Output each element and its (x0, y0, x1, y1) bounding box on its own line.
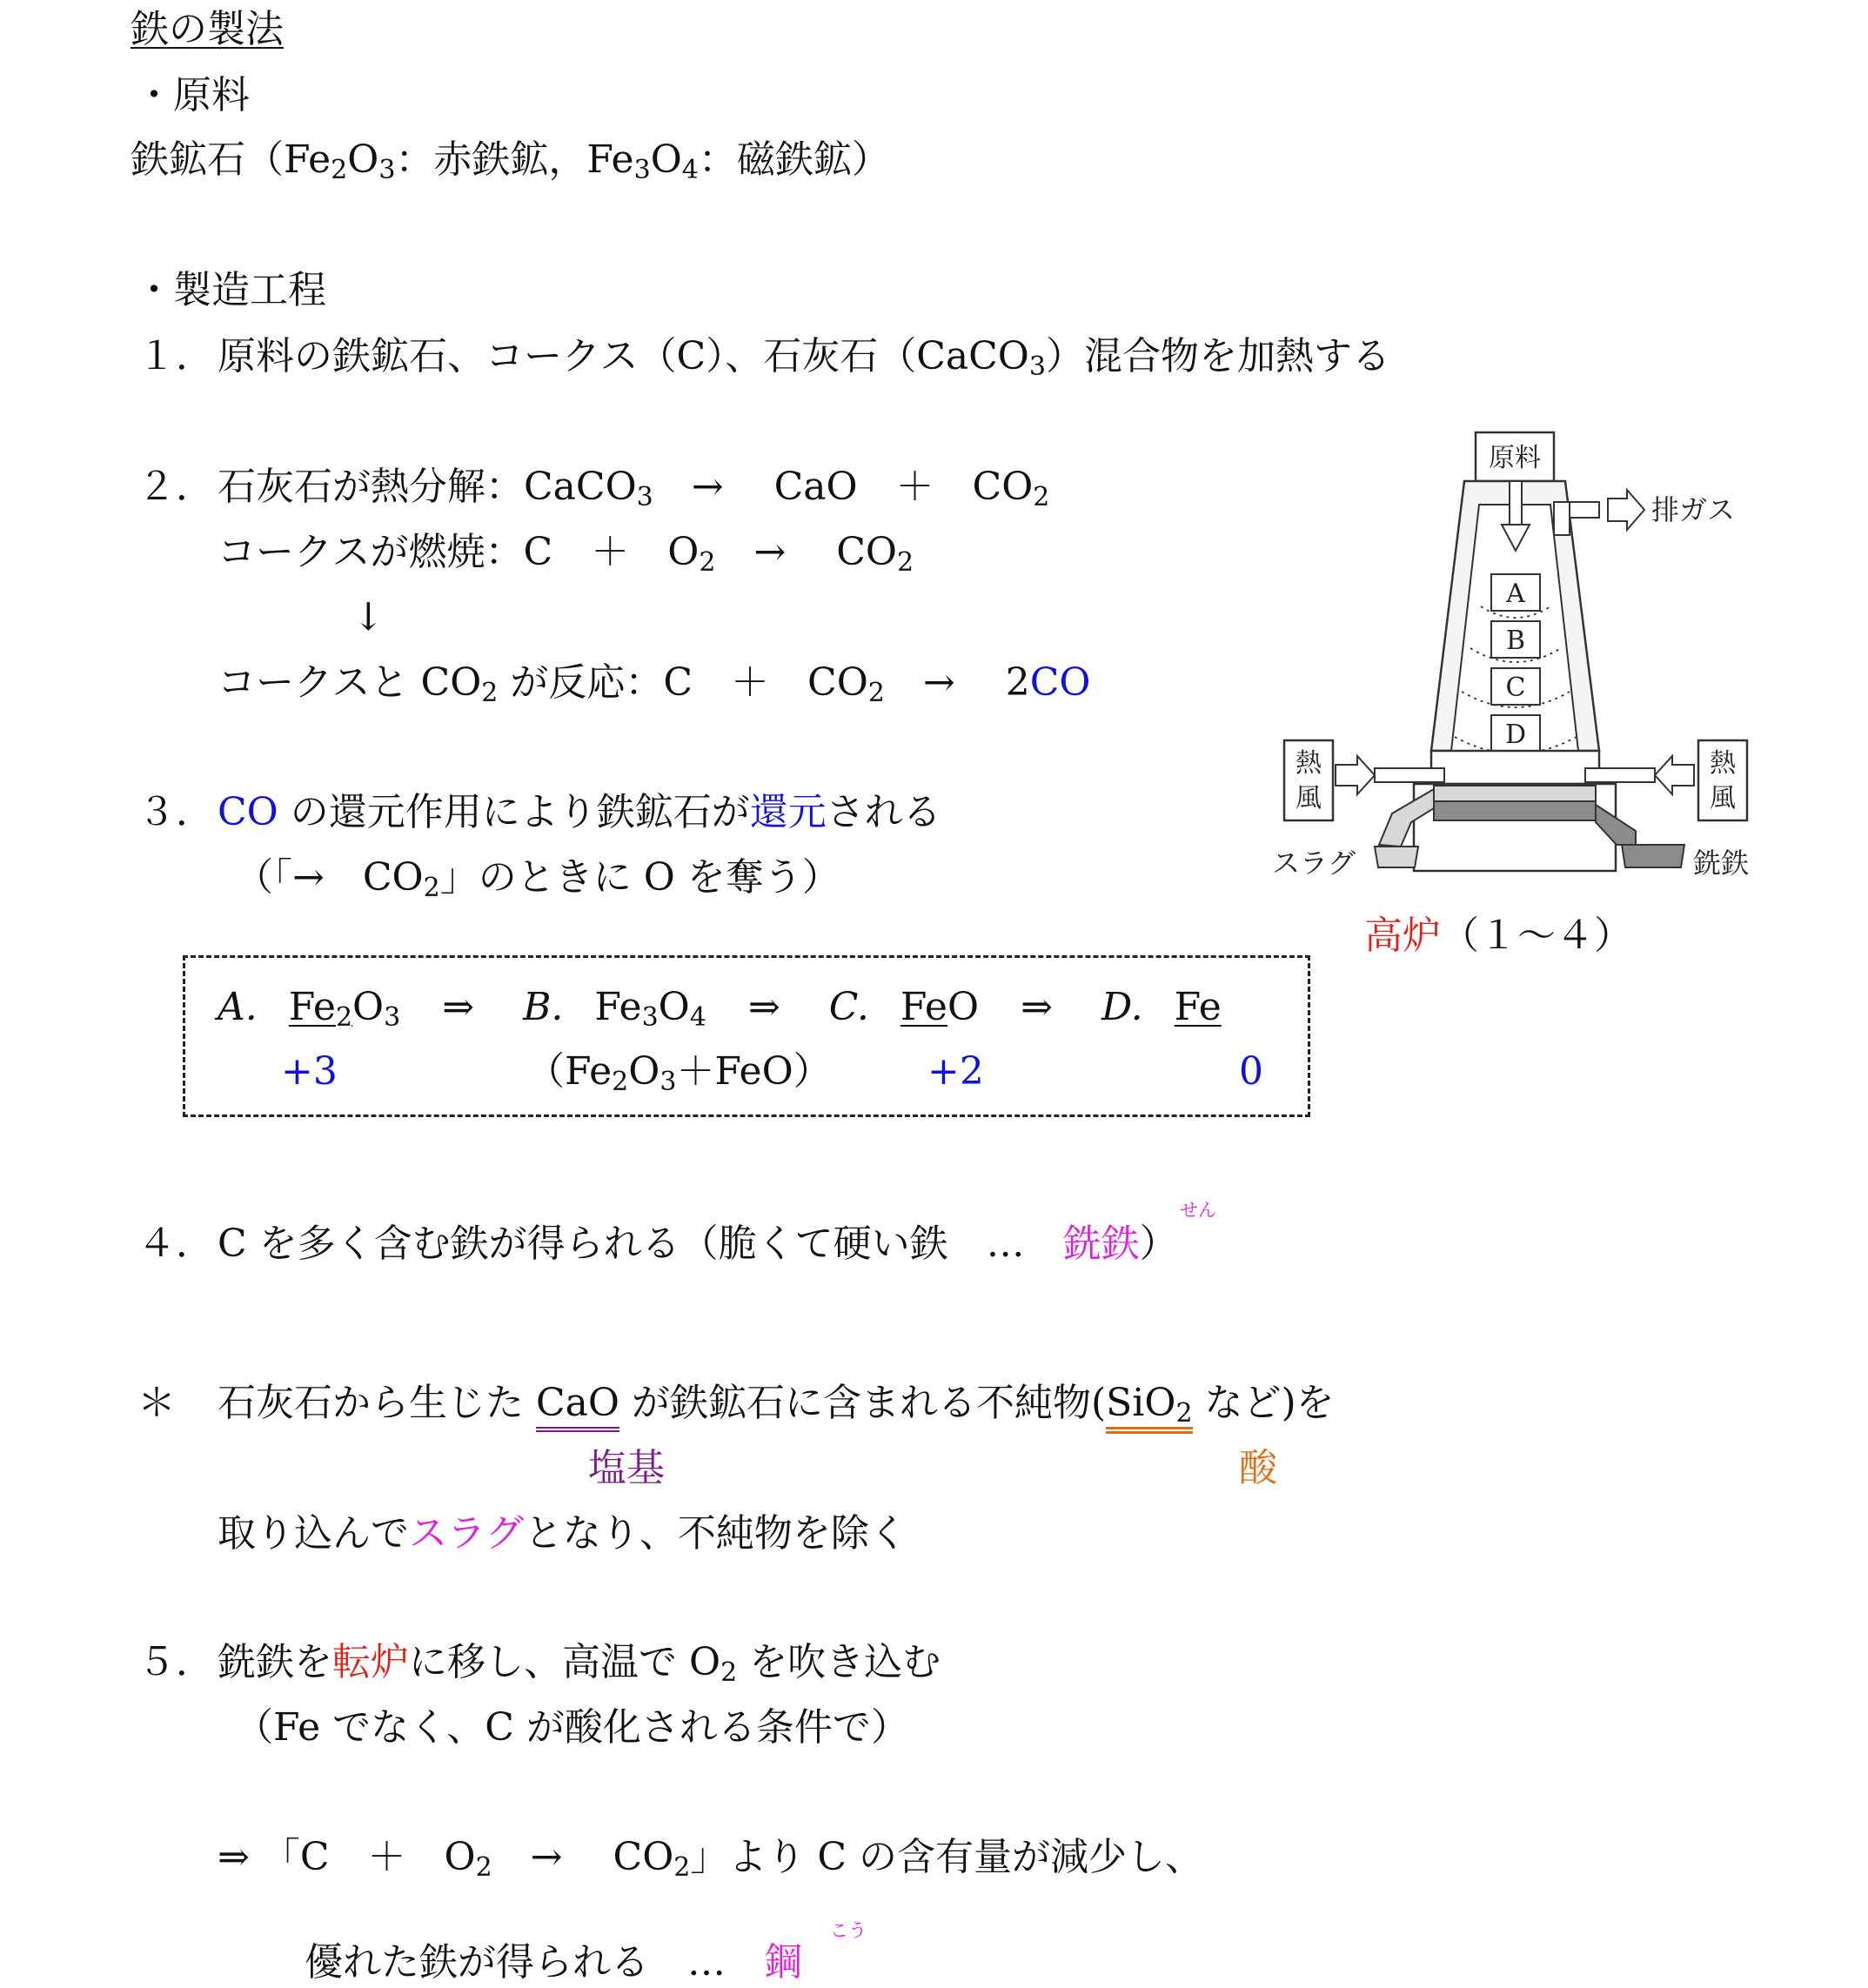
zone-a (1491, 574, 1540, 611)
down-arrow: ↓ (352, 595, 385, 639)
materials-heading: ・原料 (135, 73, 250, 117)
step3-number: ３． (137, 790, 214, 834)
furnace-caption: （１～４） (1441, 914, 1632, 958)
zone-c (1491, 668, 1540, 705)
svg-text:風: 風 (1710, 783, 1736, 813)
step4-text: C を多く含む鉄が得られる（脆くて硬い鉄 … 銑鉄） (218, 1222, 1178, 1266)
step3-subnote: （「→ $CO_2$」のときに O を奪う） (235, 855, 840, 903)
step3-text: CO の還元作用により鉄鉱石が還元される (218, 790, 941, 834)
step2-limestone: 石灰石が熱分解：CaCO$_3$ → CaO ＋ $CO_2$ (218, 465, 1050, 512)
ox-state-fe2o3: +3 (281, 1049, 338, 1094)
fe3o4-composition: $(Fe_2O_3+FeO)$ (526, 1049, 832, 1097)
svg-text:C: C (1505, 673, 1526, 703)
ox-state-feo: +2 (927, 1049, 984, 1094)
exhaust-pipe (1554, 490, 1735, 535)
acid-label: 酸 (1239, 1446, 1277, 1490)
svg-text:銑鉄: 銑鉄 (1693, 847, 1750, 880)
step5-result: 優れた鉄が得られる … 鋼 (305, 1940, 802, 1985)
pig-iron-ruby: せん (1180, 1200, 1216, 1221)
svg-text:A: A (1506, 579, 1525, 609)
cao-base: CaO (536, 1381, 619, 1432)
step1-text: 原料の鉄鉱石、コークス（C）、石灰石（CaCO$_3$）混合物を加熱する (218, 334, 1390, 382)
step4-number: ４． (137, 1222, 214, 1266)
hot-air-right (1698, 740, 1747, 820)
svg-text:排ガス: 排ガス (1651, 493, 1736, 526)
furnace-caption-red: 高炉 (1364, 914, 1441, 958)
steel-ruby: こう (830, 1920, 867, 1941)
blast-furnace-diagram (1262, 422, 1775, 979)
hot-air-left (1284, 740, 1333, 820)
svg-text:D: D (1504, 720, 1527, 750)
note-line2: 取り込んでスラグとなり、不純物を除く (218, 1511, 907, 1556)
step1-number: １． (137, 334, 214, 378)
svg-text:B: B (1505, 626, 1526, 656)
sio2-acid: SiO$_2$ (1106, 1381, 1192, 1434)
ore-line: 鉄鉱石（$Fe_2O_3$：赤鉄鉱，$Fe_3O_4$：磁鉄鉱） (131, 137, 890, 185)
svg-text:熱: 熱 (1710, 748, 1736, 779)
zone-b (1491, 621, 1540, 658)
svg-text:熱: 熱 (1296, 748, 1322, 779)
step5-reaction: ⇒ 「C ＋ $O_2$ → $CO_2$」より C の含有量が減少し、 (218, 1835, 1204, 1883)
reduction-sequence: A. $Fe_2O_3$ ⇒ B. $Fe_3O_4$ ⇒ C. FeO ⇒ D. Fe (218, 985, 1222, 1033)
step2-number: ２． (137, 465, 214, 509)
note-text: 石灰石から生じた CaO が鉄鉱石に含まれる不純物(SiO$_2$ など)を (218, 1379, 1335, 1428)
step5-number: ５． (137, 1640, 214, 1684)
step2-coke-burn: コークスが燃焼：C ＋ $O_2$ → $CO_2$ (218, 530, 914, 578)
svg-text:スラグ: スラグ (1272, 847, 1356, 880)
note-star: ＊ (137, 1381, 176, 1425)
svg-text:原料: 原料 (1489, 443, 1541, 473)
step2-coke-co2: コークスと $CO_2$ が反応：C ＋ $CO_2$ → 2CO (218, 660, 1091, 708)
process-heading: ・製造工程 (135, 268, 326, 312)
input-box (1476, 432, 1554, 481)
page-title: 鉄の製法 (131, 7, 284, 51)
step5-text: 銑鉄を転炉に移し、高温で $O_2$ を吹き込む (218, 1640, 941, 1688)
svg-text:風: 風 (1296, 783, 1322, 813)
base-label: 塩基 (588, 1446, 665, 1490)
step5-condition: （Fe でなく、C が酸化される条件で） (235, 1705, 909, 1750)
zone-d (1491, 715, 1540, 752)
ox-state-fe: 0 (1239, 1049, 1263, 1094)
